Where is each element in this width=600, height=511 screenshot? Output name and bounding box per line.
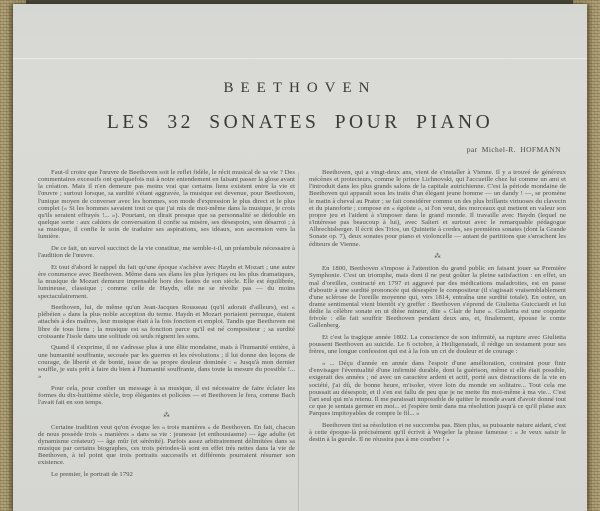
right-column [309,169,566,483]
paragraph: Et tout d'abord le rappel du fait qu'une époque s'achève avec Haydn et Mozart ; une autre ère commence avec Beethoven. Même dans ses élans les plus lyriques ou les plus dramatiques, la musique de Mozart demeure impensable hors des fastes de son siècle. Elle est équilibrée, lumineuse, classique ; comme celle de Haydn, elle ne se révolte pas — du moins spectaculairement. [38,263,295,300]
page-title-work: LES 32 SONATES POUR PIANO [106,112,494,133]
paragraph-cutoff: Le premier, le portrait de 1792 [51,471,133,479]
paragraph: Faut-il croire que l'œuvre de Beethoven soit le reflet fidèle, le récit musical de sa vie ? Des commentaires excessifs ont quelquefois nui à notre entendement en faisant passer la glose avant la création. Mais il n'en demeure pas moins vrai que certains liens existent entre la vie et l'œuvre ; surtout lorsque, sa surdité s'étant aggravée, la musique est devenue, pour Beethoven, l'unique moyen de converser avec les hommes, son mode d'expression le plus direct et le plus complet (« Si les hommes savaient tout ce que j'ai mis de moi-même dans la musique, je crois qu'ils seraient effrayés !... »). Pourtant, on dirait presque que sa personnalité se dédouble en quelque sorte : aux cahiers de conversation il confie sa misère, ses désespoirs, son désarroi ; à sa musique, il confie le soin de traduire ses aspirations, ses idéaux, son ascension vers la lumière. [38,169,295,241]
paragraph: Beethoven, qui a vingt-deux ans, vient de s'installer à Vienne. Il y a trouvé de généreux mécènes et protecteurs, comme le prince Lichnovski, qui l'accueille chez lui comme un ami et l'introduit dans les plus grands salons de la capitale autrichienne. C'est la période mondaine de Beethoven qui apparaît sous les traits d'un élégant jeune homme — un dandy ! —, se promène le matin à cheval au Prater ; se fait considérer comme un des plus brillants virtuoses du clavecin et du pianoforte ; compose en « égoïste », si l'on veut, des morceaux qui mettent en valeur son propre jeu et l'aident à s'imposer dans le grand monde. Il travaille avec Haydn (lequel ne s'intéresse pas beaucoup à lui), avec Salieri et surtout avec le remarquable pédagogue Albrechtsberger. Il écrit des Trios, un Quintette à cordes, ses premières sonates (dont la Grande Sonate op. 7), deux sonates pour piano et violoncelle — autant de partitions que s'arrachent les éditeurs de Vienne. [309,169,566,248]
paragraph: En 1800, Beethoven s'impose à l'attention du grand public en faisant jouer sa Première Symphonie. C'est un triomphe, mais dont il ne peut goûter la pleine satisfaction : en effet, un mal d'oreilles, contracté en 1797 et aggravé par des médications maladroites, est en passe d'aboutir à une surdité prononcée qui désespère le compositeur (il s'agissait vraisemblablement d'une sclérose de l'oreille moyenne qui, vers 1814, entraîna une surdité totale). En outre, un drame sentimental vient bientôt s'y greffer : Beethoven s'éprend de Giulietta Guicciardi et lui dédie la célèbre sonate en ut dièse mineur, dite « Clair de lune ». Giulietta est une coquette frivole : elle fait souffrir Beethoven pendant deux ans, et, finalement, épouse le comte Gallenberg. [309,265,566,330]
paragraph: Pour cela, pour confier un message à sa musique, il est nécessaire de faire éclater les formes du dix-huitième siècle, trop élégantes et policées — et Beethoven le fera, comme Bach l'avait fait en son temps. [38,384,295,407]
paragraph: Certaine tradition veut qu'on évoque les « trois manières » de Beethoven. En fait, chacun de nous possède trois « manières » dans sa vie : jeunesse (et enthousiasme) — âge adulte (et dynamisme créateur) — âge mûr (et sérénité). Parfois assez arbitrairement délimitées dans sa musique par certains biographes, ces trois périodes-là sont en effet très nettes dans la vie de Beethoven, à tel point que trois portraits successifs et différents pourraient résumer son existence. [38,423,295,467]
paragraph: Quand il s'exprime, il ne s'adresse plus à une élite mondaine, mais à l'humanité entière, à une humanité souffrante, secouée par les guerres et les révolutions ; il lui donne des leçons de courage, de liberté et de bonté, issue de sa propre douleur dominée : « Jusqu'à mon dernier souffle, je suis prêt à faire du bien à l'humanité souffrante, dans toute la mesure du possible !... » [38,344,295,381]
paragraph-cutoff: Beethoven tint sa résolution et ne succomba pas. Bien plus, sa puissante nature aidant, c'est à cette époque-là précisément qu'il écrivit à Wegeler la phrase fameuse : « Je veux saisir le destin à la gueule. Il ne réussira pas à me courber ! » [309,421,566,444]
asterism-separator: ⁂ [434,252,441,261]
text-columns [13,169,587,483]
author-byline: par Michel-R. HOFMANN [466,145,561,154]
left-column [38,169,295,483]
page-title-composer: BEETHOVEN [223,80,377,96]
paragraph: Et c'est la tragique année 1802. La conscience de son infirmité, sa rupture avec Giulietta poussent Beethoven au suicide. Le 6 octobre, à Heiligenstadt, il rédige un testament pour ses frères, une longue confession qui est à la fois un cri de douleur et de courage : [309,334,566,356]
paragraph: De ce fait, un survol succinct de la vie constitue, me semble-t-il, un préambule nécessaire à l'audition de l'œuvre. [38,245,296,260]
horizontal-crease [13,57,587,60]
asterism-separator: ⁂ [163,410,170,419]
booklet-page [13,4,587,511]
paragraph: Beethoven, lui, de même qu'un Jean-Jacques Rousseau (qu'il adorait d'ailleurs), est « plébéien » dans la plus noble acception du terme. Haydn et Mozart portaient perruque, étaient attachés à des maîtres, leur musique était à la fois fonction et emploi. Tandis que Beethoven est libre de tous liens ; la musique est sa fonction parce qu'il est né compositeur ; sa surdité croissante l'isole dans une solitude où seuls règnent les sons. [38,304,295,340]
paragraph: « ... Déçu d'année en année dans l'espoir d'une amélioration, contraint pour finir d'envisager l'éventualité d'une infirmité durable, dont la guérison, même si elle était possible, exigerait des années ; né avec un caractère ardent et actif, porté aux distractions de la vie en société, j'ai dû, de bonne heure, m'isoler, vivre loin du monde en solitaire... Tout cela me poussait au désespoir, et il s'en est fallu de peu que je ne mette fin moi-même à ma vie... C'est l'art seul qui m'a retenu. Il me paraissait impossible de quitter le monde avant d'avoir donné tout ce que je sentais germer en moi... et j'espère tenir dans ma résolution jusqu'à ce qu'il plaise aux Parques impitoyables de rompre le fil... » [309,360,566,418]
